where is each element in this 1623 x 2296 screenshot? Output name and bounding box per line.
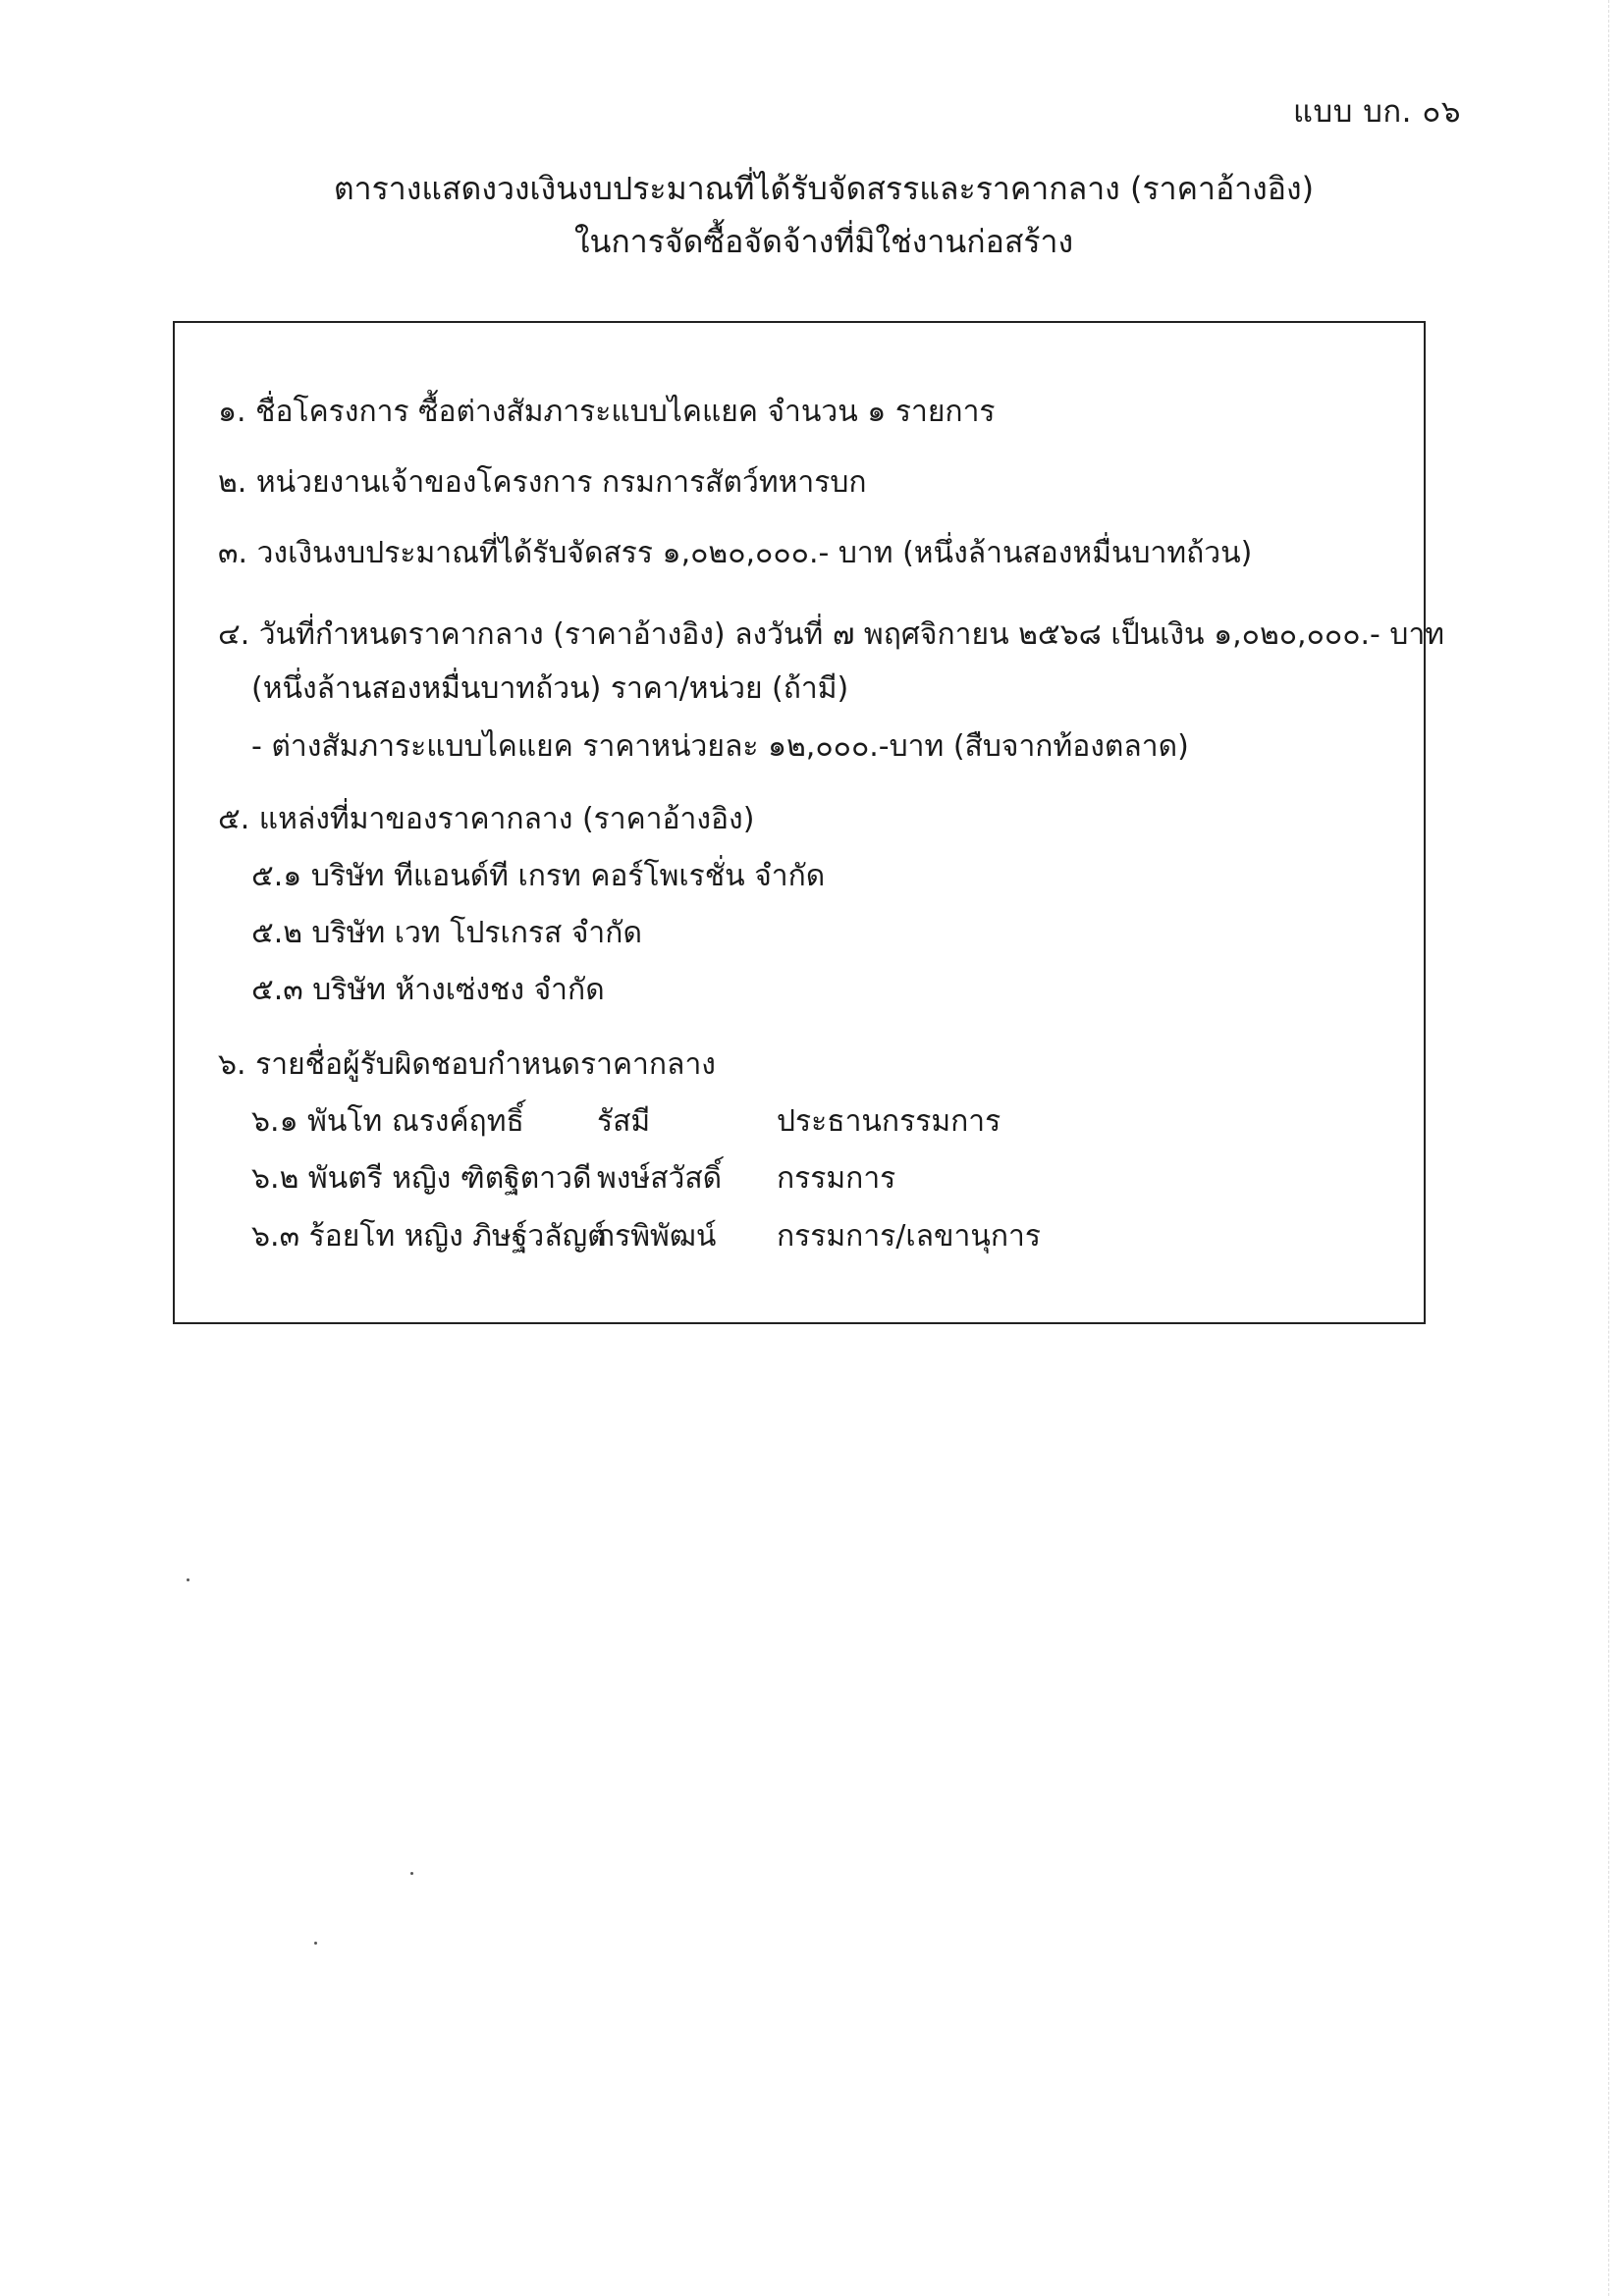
unit-price: - ต่างสัมภาระแบบไคแยค ราคาหน่วยละ ๑๒,๐๐๐.-บาท (สืบจากท้องตลาด) [251,729,1189,764]
scan-speck [187,1578,189,1581]
sources-heading: ๕. แหล่งที่มาของราคากลาง (ราคาอ้างอิง) [218,802,755,836]
scan-speck [314,1942,317,1945]
budget-amount: ๓. วงเงินงบประมาณที่ได้รับจัดสรร ๑,๐๒๐,๐๐๐.- บาท (หนึ่งล้านสองหมื่นบาทถ้วน) [218,536,1253,570]
document-title-line-2: ในการจัดซื้อจัดจ้างที่มิใช่งานก่อสร้าง [573,223,1074,260]
committee-surname: พงษ์สวัสดิ์ [597,1161,723,1196]
project-name: ๑. ชื่อโครงการ ซื้อต่างสัมภาระแบบไคแยค จำนวน ๑ รายการ [218,395,996,429]
committee-surname: รัสมี [597,1104,651,1139]
committee-role: กรรมการ [777,1161,896,1196]
committee-name: ๖.๓ ร้อยโท หญิง ภิษฐ์วลัญต์ [251,1219,607,1254]
committee-row [251,1102,1135,1142]
committee-name: ๖.๑ พันโท ณรงค์ฤทธิ์ [251,1104,524,1139]
source-item: ๕.๒ บริษัท เวท โปรเกรส จำกัด [251,916,642,950]
scan-edge-artifact [1608,0,1623,2296]
form-code: แบบ บก. ๐๖ [1293,94,1461,130]
committee-surname: กรพิพัฒน์ [597,1219,717,1254]
committee-name: ๖.๒ พันตรี หญิง ฑิตฐิตาวดี [251,1161,592,1196]
reference-date-line-1: ๔. วันที่กำหนดราคากลาง (ราคาอ้างอิง) ลงวันที่ ๗ พฤศจิกายน ๒๕๖๘ เป็นเงิน ๑,๐๒๐,๐๐๐.- บาท [218,617,1445,652]
source-item: ๕.๑ บริษัท ทีแอนด์ที เกรท คอร์โพเรชั่น จำกัด [251,859,826,893]
committee-row [251,1217,1135,1256]
document-title-line-1: ตารางแสดงวงเงินงบประมาณที่ได้รับจัดสรรและราคากลาง (ราคาอ้างอิง) [333,170,1315,207]
reference-date-line-2: (หนึ่งล้านสองหมื่นบาทถ้วน) ราคา/หน่วย (ถ้ามี) [251,671,849,706]
committee-role: กรรมการ/เลขานุการ [777,1219,1042,1254]
committee-role: ประธานกรรมการ [777,1104,1001,1139]
committee-heading: ๖. รายชื่อผู้รับผิดชอบกำหนดราคากลาง [218,1047,716,1082]
scan-speck [410,1872,413,1875]
committee-row [251,1159,1135,1199]
source-item: ๕.๓ บริษัท ห้างเซ่งชง จำกัด [251,973,605,1007]
owner-unit: ๒. หน่วยงานเจ้าของโครงการ กรมการสัตว์ทหารบก [218,465,867,500]
